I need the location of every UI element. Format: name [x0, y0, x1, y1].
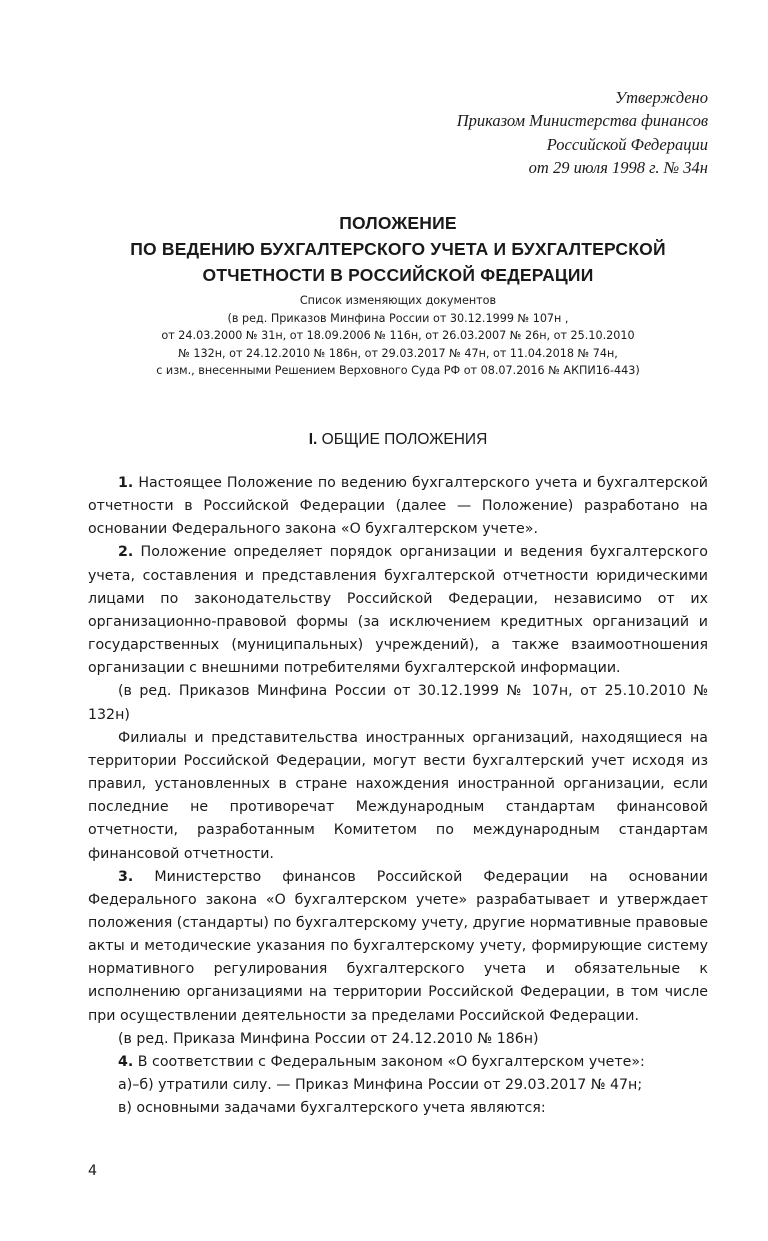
paragraph-number: 2. [118, 544, 134, 561]
amending-documents-list [88, 292, 708, 380]
document-page [88, 0, 708, 1241]
amendment-note: (в ред. Приказов Минфина России от 30.12.1999 № 107н, от 25.10.2010 № 132н) [88, 683, 708, 723]
paragraph-4 [88, 1051, 708, 1074]
subitem-v: в) основными задачами бухгалтерского учета являются: [118, 1100, 546, 1117]
paragraph-3 [88, 866, 708, 1028]
page-number: 4 [88, 1163, 98, 1179]
approval-line: Приказом Министерства финансов [456, 111, 708, 131]
changes-line: (в ред. Приказов Минфина России от 30.12.1999 № 107н , [227, 311, 569, 325]
body-text [88, 472, 708, 1120]
paragraph-number: 3. [118, 868, 134, 885]
subitem-a-b: а)–б) утратили силу. — Приказ Минфина России от 29.03.2017 № 47н; [118, 1077, 643, 1094]
changes-line: № 132н, от 24.12.2010 № 186н, от 29.03.2017 № 47н, от 11.04.2018 № 74н, [178, 346, 618, 360]
section-number: I. [308, 431, 318, 448]
title-line: ОТЧЕТНОСТИ В РОССИЙСКОЙ ФЕДЕРАЦИИ [202, 265, 594, 285]
paragraph-2 [88, 541, 708, 680]
amendment-note: (в ред. Приказа Минфина России от 24.12.2010 № 186н) [118, 1030, 539, 1047]
title-line: ПОЛОЖЕНИЕ [339, 213, 457, 233]
paragraph-text: Настоящее Положение по ведению бухгалтерского учета и бухгалтерской отчетности в Российской Федерации (далее — Положение) разработано на основании Федерального закона «О бухгалтерском учете». [88, 475, 708, 538]
paragraph-1 [88, 472, 708, 541]
section-title: ОБЩИЕ ПОЛОЖЕНИЯ [317, 431, 488, 448]
paragraph-text: Положение определяет порядок организации и ведения бухгалтерского учета, составления и представления бухгалтерской отчетности юридическими лицами по законодательству Российской Федерации, независимо от их организационно-правовой формы (за исключением кредитных организаций и государственных (муниципальных) учреждений), а также взаимоотношения организации с внешними потребителями бухгалтерской информации. [88, 544, 708, 677]
title-line: ПО ВЕДЕНИЮ БУХГАЛТЕРСКОГО УЧЕТА И БУХГАЛТЕРСКОЙ [130, 239, 666, 259]
paragraph-text: Министерство финансов Российской Федерации на основании Федерального закона «О бухгалтерском учете» разрабатывает и утверждает положения (стандарты) по бухгалтерскому учету, другие нормативные правовые акты и методические указания по бухгалтерскому учету, формирующие систему нормативного регулирования бухгалтерского учета и обязательные к исполнению организациями на территории Российской Федерации, в том числе при осуществлении деятельности за пределами Российской Федерации. [88, 868, 708, 1024]
section-heading [88, 429, 708, 451]
changes-line: от 24.03.2000 № 31н, от 18.09.2006 № 116н, от 26.03.2007 № 26н, от 25.10.2010 [161, 329, 635, 343]
approval-line: от 29 июля 1998 г. № 34н [528, 157, 708, 177]
paragraph-number: 4. [118, 1053, 134, 1070]
approval-stamp [457, 86, 708, 179]
paragraph-branches: Филиалы и представительства иностранных организаций, находящиеся на территории Российской Федерации, могут вести бухгалтерский учет исходя из правил, установленных в стране нахождения иностранной организации, если последние не противоречат Международным стандартам финансовой отчетности, разработанным Комитетом по международным стандартам финансовой отчетности. [88, 729, 708, 862]
document-title [88, 210, 708, 288]
paragraph-text: В соответствии с Федеральным законом «О бухгалтерском учете»: [133, 1053, 645, 1070]
approval-line: Российской Федерации [546, 134, 708, 154]
paragraph-number: 1. [118, 475, 134, 491]
approval-line: Утверждено [615, 88, 708, 107]
changes-line: Список изменяющих документов [299, 294, 497, 307]
changes-line: с изм., внесенными Решением Верховного Суда РФ от 08.07.2016 № АКПИ16-443) [156, 364, 640, 378]
